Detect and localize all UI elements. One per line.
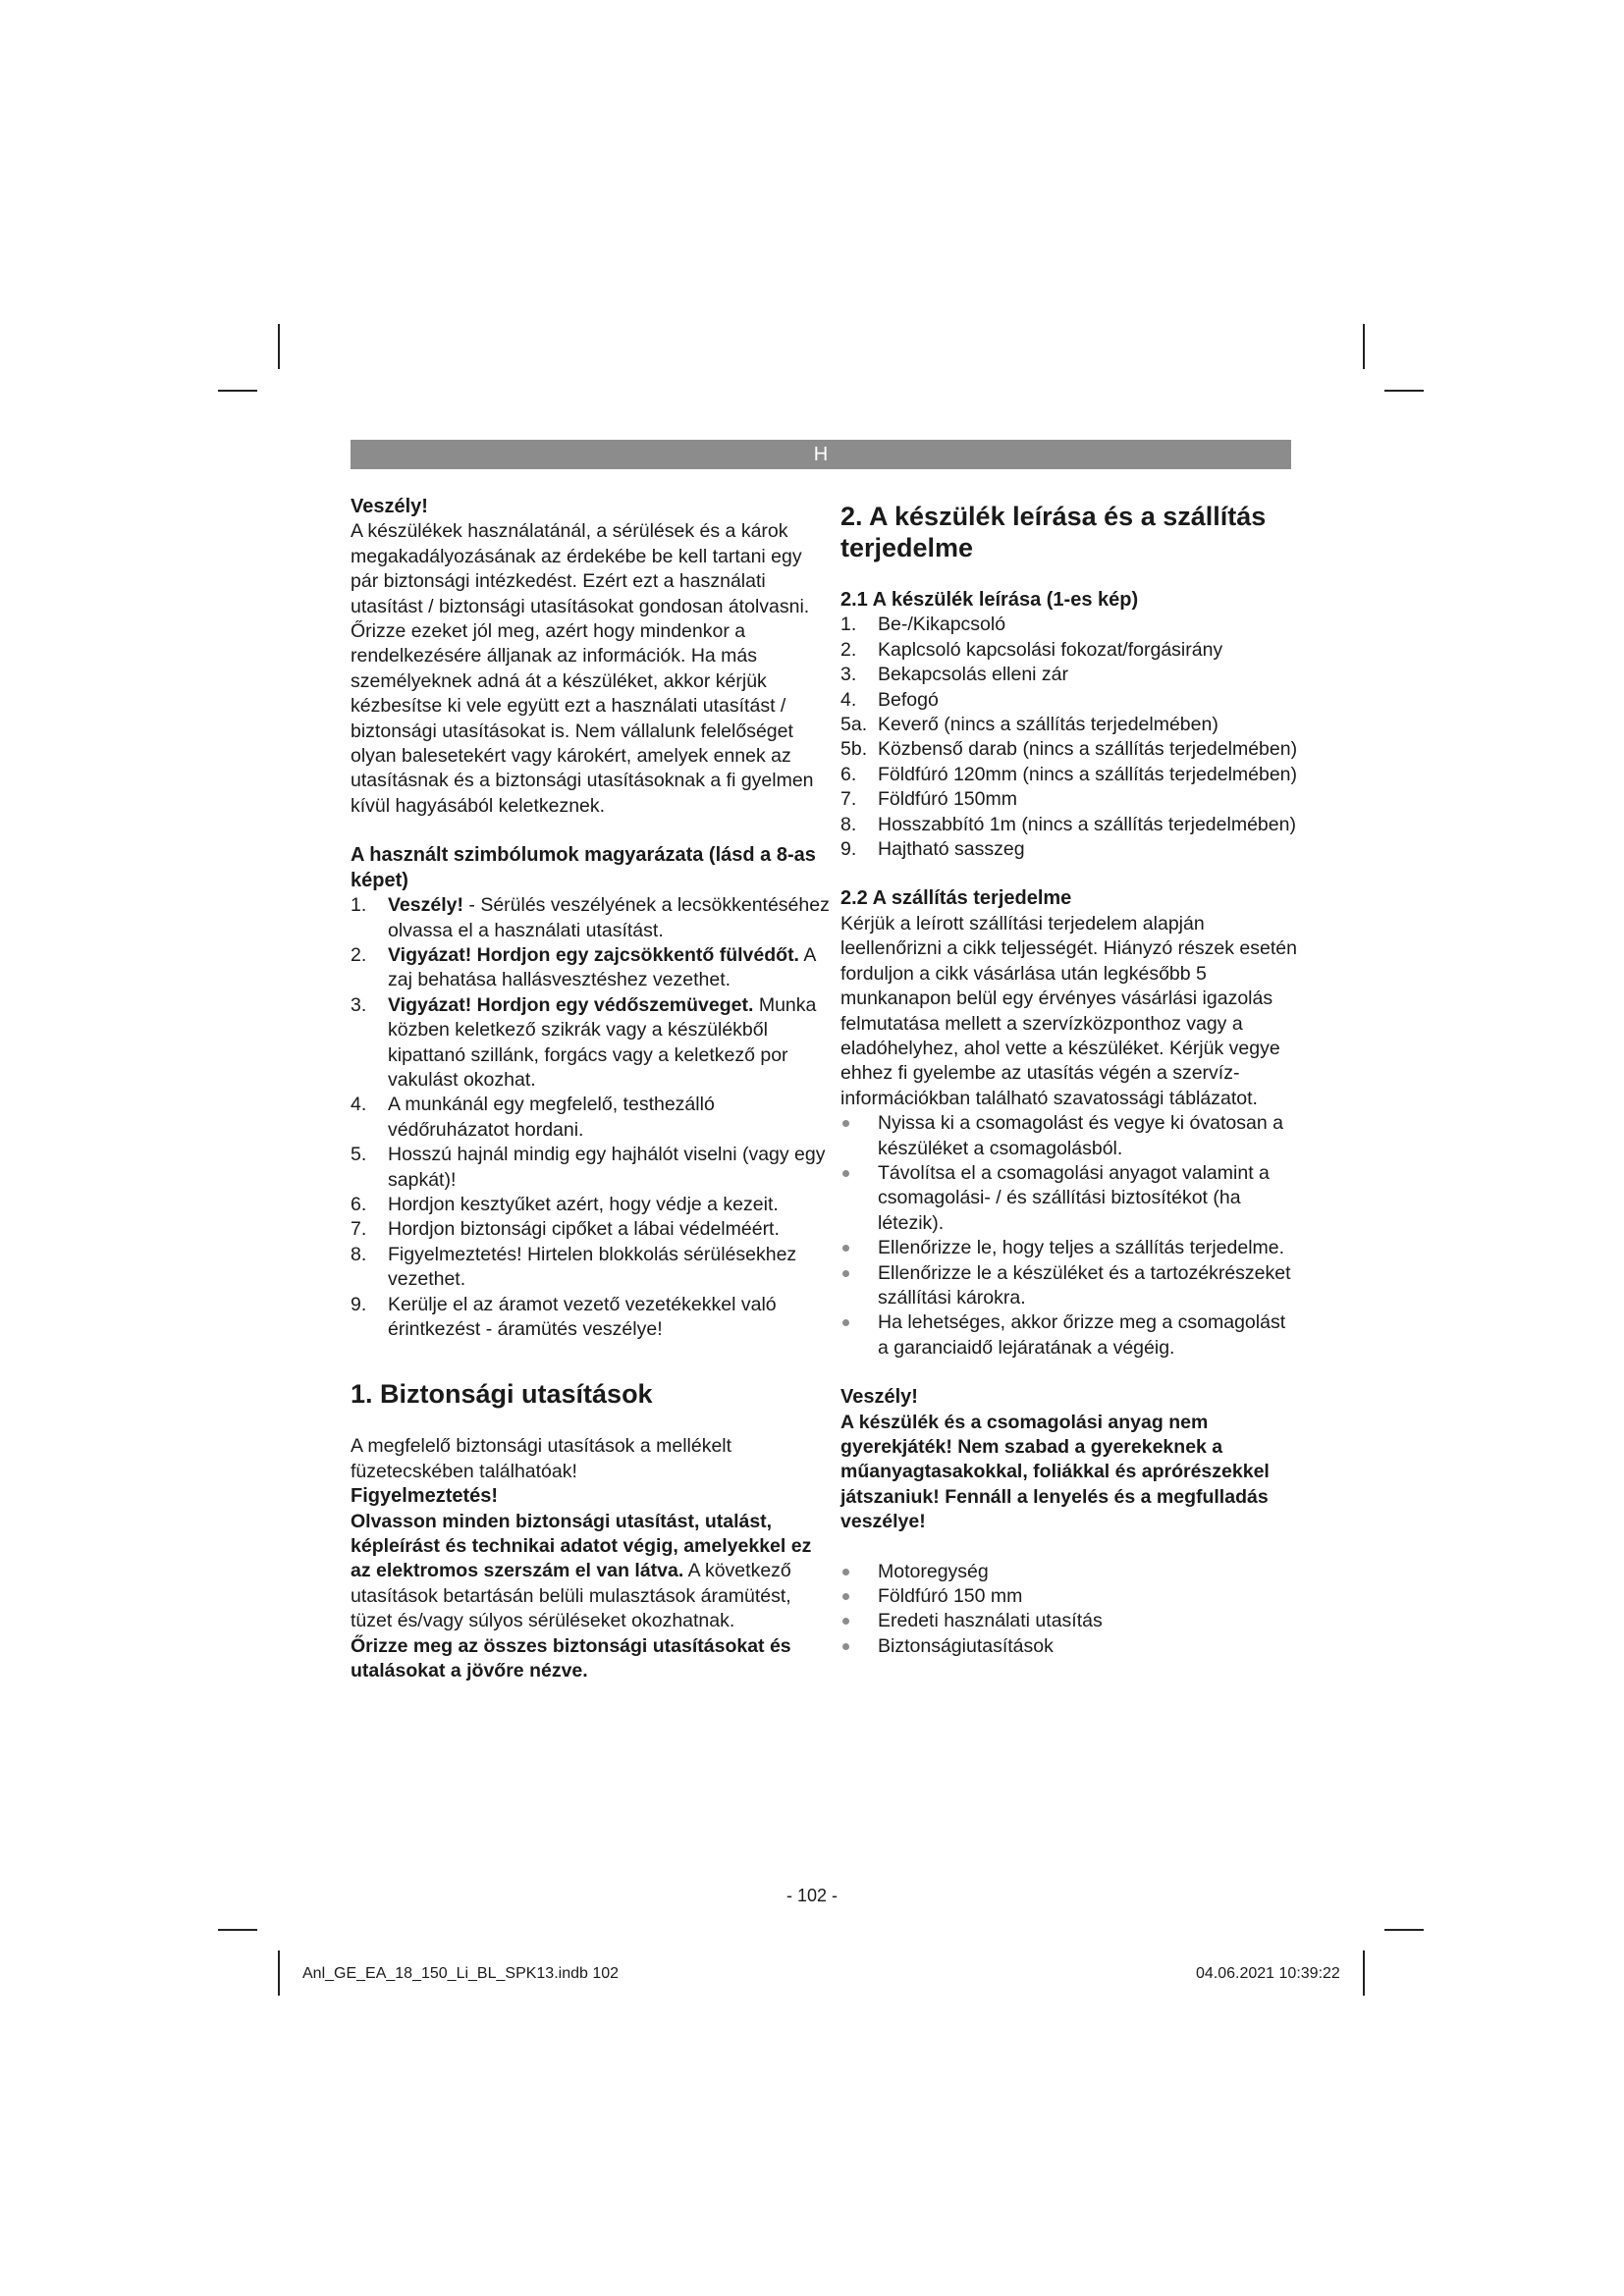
list-item-number: 1.	[840, 614, 857, 636]
bullet-item	[840, 1261, 1298, 1311]
symbols-list	[351, 893, 832, 1342]
list-item	[840, 837, 1298, 862]
bullet-icon	[842, 1569, 849, 1575]
list-item-number: 5b.	[840, 738, 868, 761]
list-item-number: 8.	[840, 813, 857, 835]
crop-mark	[278, 1950, 280, 1996]
bullet-item	[840, 1161, 1298, 1236]
list-item-bold-text: Veszély!	[388, 894, 463, 917]
list-item	[351, 1193, 832, 1217]
crop-mark	[218, 390, 257, 392]
bullet-item	[840, 1560, 1298, 1584]
bullet-item	[840, 1609, 1298, 1633]
list-item-text: Befogó	[878, 688, 939, 711]
list-item-bold-text: Vigyázat! Hordjon egy zajcsökkentő fülvédőt.	[388, 943, 799, 966]
language-header-bar	[351, 440, 1291, 469]
list-item	[351, 943, 832, 993]
list-item	[840, 737, 1298, 762]
list-item-text: Földfúró 120mm (nincs a szállítás terjedelmében)	[878, 763, 1298, 785]
footer-timestamp: 04.06.2021 10:39:22	[1196, 1965, 1340, 1982]
keep-instructions: Őrizze meg az összes biztonsági utasításokat és utalásokat a jövőre nézve.	[351, 1634, 791, 1682]
bullet-item	[840, 1310, 1298, 1361]
bullet-text: Biztonságiutasítások	[878, 1634, 1054, 1657]
crop-mark	[1384, 390, 1424, 392]
left-column	[351, 495, 832, 1683]
bullet-icon	[842, 1593, 849, 1600]
right-column	[840, 495, 1298, 1659]
list-item	[840, 713, 1298, 737]
warning-heading: Figyelmeztetés!	[351, 1485, 499, 1508]
crop-mark	[278, 324, 280, 369]
list-item-number: 2.	[351, 943, 367, 966]
list-item-number: 5a.	[840, 714, 868, 736]
list-item-text: A munkánál egy megfelelő, testhezálló védőruházatot hordani.	[388, 1094, 715, 1141]
list-item-number: 6.	[351, 1193, 367, 1215]
list-item-number: 3.	[351, 993, 367, 1016]
parts-list	[840, 613, 1298, 862]
list-item-text: Keverő (nincs a szállítás terjedelmében)	[878, 714, 1218, 736]
crop-mark	[1384, 1929, 1424, 1931]
bullet-item	[840, 1584, 1298, 1609]
package-contents-list	[840, 1560, 1298, 1660]
list-item-number: 3.	[840, 664, 857, 686]
list-item	[351, 1217, 832, 1242]
bullet-item	[840, 1236, 1298, 1260]
list-item-number: 7.	[351, 1218, 367, 1241]
bullet-text: Távolítsa el a csomagolási anyagot valamint a csomagolási- / és szállítási biztosítékot (ha létezik).	[878, 1161, 1270, 1234]
list-item	[351, 993, 832, 1094]
list-item	[840, 663, 1298, 687]
list-item-number: 4.	[840, 688, 857, 711]
danger-heading-2: Veszély!	[840, 1386, 918, 1409]
bullet-text: Földfúró 150 mm	[878, 1585, 1023, 1608]
danger-paragraph-2: A készülék és a csomagolási anyag nem gyerekjáték! Nem szabad a gyerekeknek a műanyagtasakokkal, foliákkal és aprórészekkel játszaniuk! Fennáll a lenyelés és a megfulladás veszélye!	[840, 1411, 1270, 1533]
bullet-item	[840, 1111, 1298, 1161]
list-item-text: Bekapcsolás elleni zár	[878, 664, 1069, 686]
unpacking-steps-list	[840, 1111, 1298, 1361]
list-item	[351, 1143, 832, 1193]
list-item	[351, 1093, 832, 1143]
list-item	[840, 787, 1298, 812]
list-item-number: 7.	[840, 788, 857, 811]
warning-bold-text: Olvasson minden biztonsági utasítást, utalást, képleírást és technikai adatot végig, amelyekkel ez az elektromos szerszám el van látva.	[351, 1510, 812, 1582]
delivery-scope-heading: 2.2 A szállítás terjedelme	[840, 887, 1072, 910]
list-item-text: Kerülje el az áramot vezető vezetékekkel való érintkezést - áramütés veszélye!	[388, 1293, 777, 1340]
list-item-number: 2.	[840, 638, 857, 661]
list-item-number: 9.	[351, 1293, 367, 1315]
crop-mark	[218, 1929, 257, 1931]
bullet-text: Ellenőrizze le, hogy teljes a szállítás terjedelme.	[878, 1237, 1285, 1259]
bullet-text: Nyissa ki a csomagolást és vegye ki óvatosan a készüléket a csomagolásból.	[878, 1112, 1283, 1159]
list-item-text: Kaplcsoló kapcsolási fokozat/forgásirány	[878, 638, 1223, 661]
bullet-text: Ha lehetséges, akkor őrizze meg a csomagolást a garanciaidő lejáratának a végéig.	[878, 1311, 1286, 1359]
list-item-text: Be-/Kikapcsoló	[878, 614, 1006, 636]
crop-mark	[1363, 324, 1365, 369]
bullet-icon	[842, 1270, 849, 1277]
delivery-scope-paragraph: Kérjük a leírott szállítási terjedelem alapján leellenőrizni a cikk teljességét. Hiányzó részek esetén forduljon a cikk vásárlása után legkésőbb 5 munkanapon belül egy érvényes vásárlási igazolás felmutatása mellett a szervízközponthoz vagy a eladóhelyhez, ahol vette a készüléket. Kérjük vegye ehhez fi gyelembe az utasítás végén a szervíz-információkban található szavatossági táblázatot.	[840, 912, 1297, 1109]
bullet-item	[840, 1634, 1298, 1659]
list-item-text: A zaj behatása hallásvesztéshez vezethet.	[388, 943, 816, 991]
list-item	[351, 1293, 832, 1343]
list-item-number: 6.	[840, 763, 857, 785]
list-item-text: Munka közben keletkező szikrák vagy a készülékből kipattanó szillánk, forgács vagy a keletkező por vakulást okozhat.	[388, 993, 817, 1091]
section-1-title: 1. Biztonsági utasítások	[351, 1379, 653, 1410]
bullet-text: Ellenőrizze le a készüléket és a tartozékrészeket szállítási károkra.	[878, 1261, 1291, 1308]
bullet-icon	[842, 1245, 849, 1252]
footer-file-name: Anl_GE_EA_18_150_Li_BL_SPK13.indb 102	[302, 1965, 620, 1982]
list-item	[351, 1243, 832, 1293]
list-item-number: 1.	[351, 894, 367, 917]
bullet-icon	[842, 1618, 849, 1625]
bullet-icon	[842, 1643, 849, 1650]
list-item	[840, 813, 1298, 837]
list-item-text: Hosszabbító 1m (nincs a szállítás terjedelmében)	[878, 813, 1296, 835]
list-item-text: Hajtható sasszeg	[878, 838, 1025, 861]
danger-heading: Veszély!	[351, 496, 428, 517]
list-item-text: Földfúró 150mm	[878, 788, 1017, 811]
bullet-icon	[842, 1319, 849, 1326]
list-item-number: 9.	[840, 838, 857, 861]
crop-mark	[1363, 1950, 1365, 1996]
list-item-number: 4.	[351, 1094, 367, 1116]
section-1-intro: A megfelelő biztonsági utasítások a mellékelt füzetecskében találhatóak!	[351, 1435, 732, 1482]
bullet-text: Eredeti használati utasítás	[878, 1610, 1103, 1632]
list-item-number: 5.	[351, 1144, 367, 1166]
list-item-text: Közbenső darab (nincs a szállítás terjedelmében)	[878, 738, 1298, 761]
warning-paragraph	[351, 1510, 832, 1634]
symbols-heading: A használt szimbólumok magyarázata (lásd a 8-as képet)	[351, 844, 816, 891]
list-item	[840, 763, 1298, 787]
list-item-text: Hordjon biztonsági cipőket a lábai védelméért.	[388, 1218, 780, 1241]
list-item-bold-text: Vigyázat! Hordjon egy védőszemüveget.	[388, 993, 754, 1016]
list-item-number: 8.	[351, 1243, 367, 1265]
bullet-text: Motoregység	[878, 1560, 989, 1582]
list-item-text: Hosszú hajnál mindig egy hajhálót viselni (vagy egy sapkát)!	[388, 1144, 826, 1191]
list-item	[840, 688, 1298, 713]
section-2-title: 2. A készülék leírása és a szállítás terjedelme	[840, 502, 1267, 562]
list-item-text: Figyelmeztetés! Hirtelen blokkolás sérülésekhez vezethet.	[388, 1243, 797, 1291]
bullet-icon	[842, 1170, 849, 1177]
list-item	[351, 893, 832, 943]
page-number: - 102 -	[785, 1886, 839, 1905]
list-item-text: Hordjon kesztyűket azért, hogy védje a kezeit.	[388, 1193, 779, 1215]
warning-text: A következő utasítások betartásán belüli mulasztások áramütést, tüzet és/vagy súlyos sérüléseket okozhatnak.	[351, 1560, 791, 1632]
bullet-icon	[842, 1120, 849, 1127]
device-description-heading: 2.1 A készülék leírása (1-es kép)	[840, 589, 1139, 611]
list-item	[840, 613, 1298, 637]
danger-paragraph: A készülékek használatánál, a sérülések és a károk megakadályozásának az érdekébe be kell tartani egy pár biztonsági intézkedést. Ezért ezt a használati utasítást / biztonsági utasításokat gondosan átolvasni. Őrizze ezeket jól meg, azért hogy mindenkor a rendelkezésére álljanak az információk. Ha más személyeknek adná át a készüléket, akkor kérjük kézbesítse ki vele együtt ezt a használati utasítást / biztonsági utasításokat is. Nem vállalunk felelőséget olyan balesetekért vagy károkért, amelyek ennek az utasításnak és a biztonsági utasításoknak a fi gyelmen kívül hagyásából keletkeznek.	[351, 520, 814, 817]
list-item	[840, 638, 1298, 663]
language-code: H	[813, 444, 829, 465]
list-item-text: - Sérülés veszélyének a lecsökkentéséhez olvassa el a használati utasítást.	[388, 894, 830, 941]
